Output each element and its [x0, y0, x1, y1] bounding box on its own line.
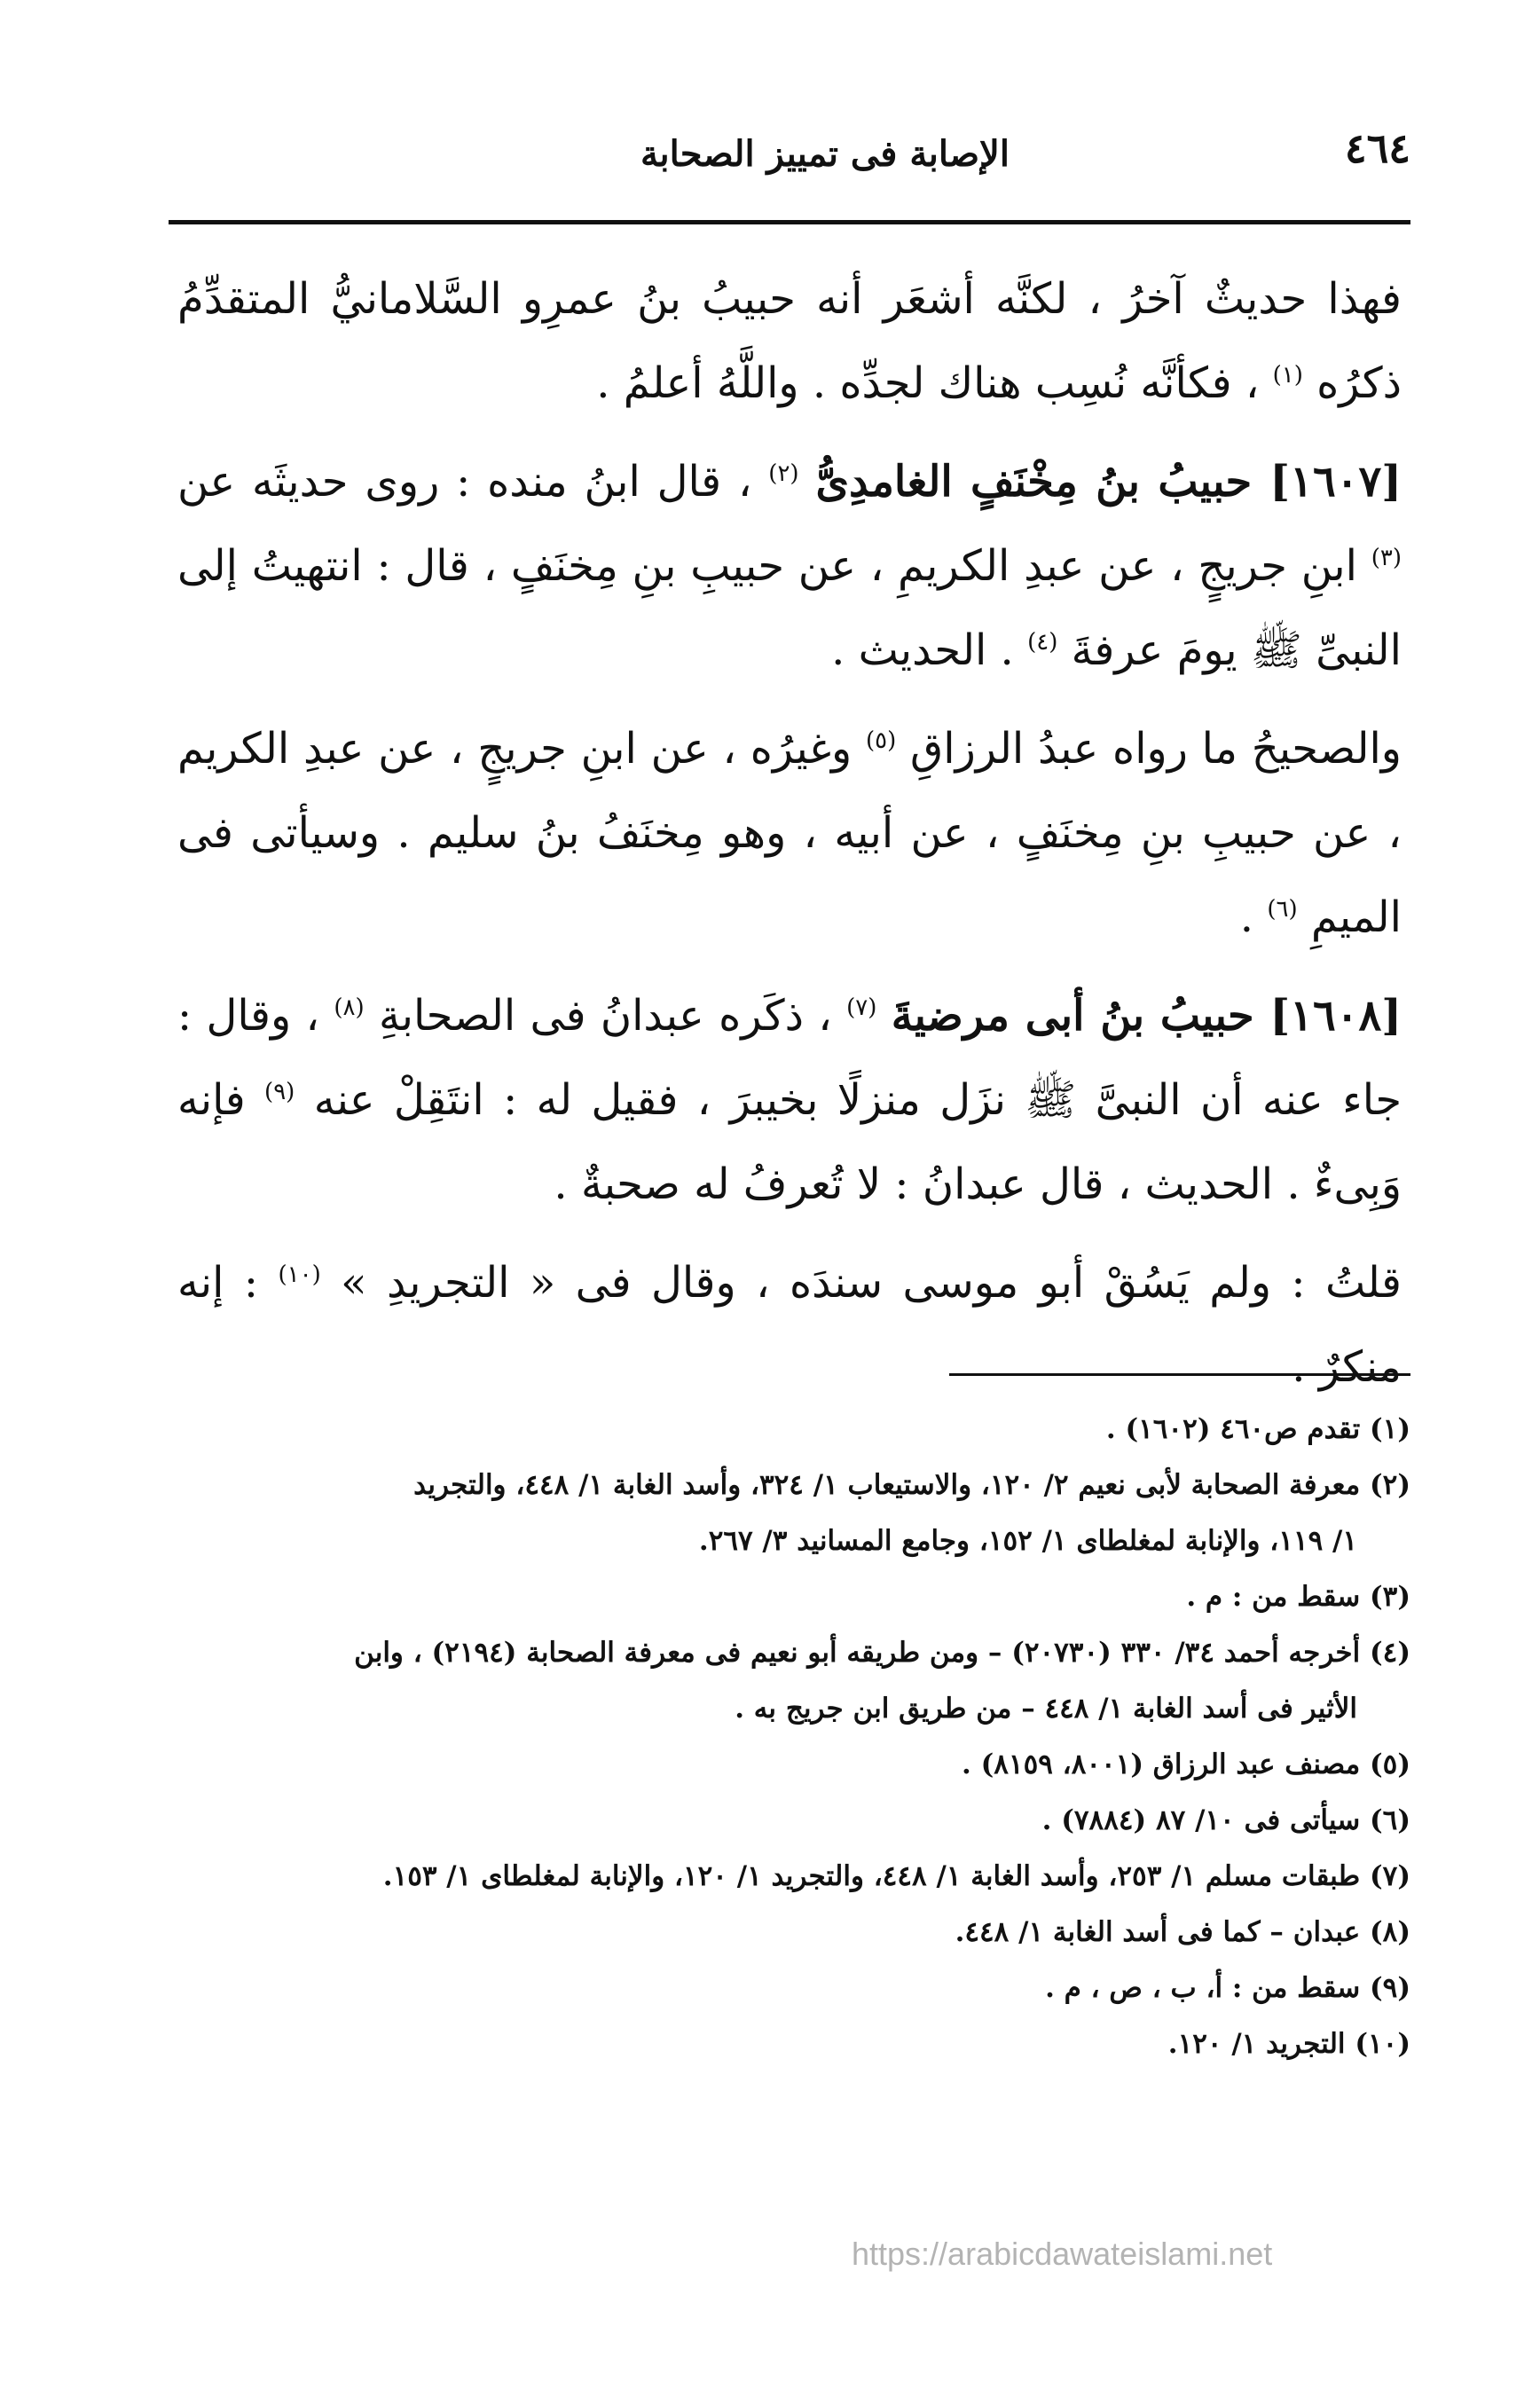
text-span: : إنه منكرٌ .	[177, 1258, 1402, 1392]
header-divider	[169, 220, 1410, 224]
text-span: ابنِ جريجٍ ، عن عبدِ الكريمِ ، عن حبيبِ بنِ مِخنَفٍ ، قال : انتهيتُ إلى النبىِّ ﷺ يومَ عرفةَ	[177, 541, 1402, 675]
text-span: . الحديث .	[831, 625, 1014, 675]
footnote-ref: (١)	[1272, 362, 1303, 389]
footnote-9: (٩) سقط من : أ، ب ، ص ، م .	[1045, 1972, 1410, 2004]
footnote-1: (١) تقدم ص٤٦٠ (١٦٠٢) .	[1105, 1413, 1410, 1445]
paragraph-entry-1608	[177, 974, 1402, 1227]
text-span: فإنه وَبِىءٌ . الحديث ، قال عبدانُ : لا تُعرفُ له صحبةٌ .	[177, 1075, 1402, 1209]
paragraph-1	[177, 257, 1402, 426]
footnote-3: (٣) سقط من : م .	[1186, 1581, 1410, 1613]
text-span: والصحيحُ ما رواه عبدُ الرزاقِ	[910, 724, 1402, 774]
entry-heading: [١٦٠٧] حبيبُ بنُ مِخْنَفٍ الغامدِىُّ	[815, 457, 1402, 507]
footnote-6: (٦) سيأتى فى ١٠/ ٨٧ (٧٨٨٤) .	[1041, 1804, 1410, 1836]
footnote-10: (١٠) التجريد ١/ ١٢٠.	[1167, 2028, 1410, 2060]
footnote-4-continued: الأثير فى أسد الغابة ١/ ٤٤٨ – من طريق ابن جريج به .	[735, 1693, 1357, 1725]
text-span: قلتُ : ولم يَسُقْ أبو موسى سندَه ، وقال فى « التجريدِ »	[341, 1258, 1402, 1308]
footnote-ref: (٧)	[846, 994, 877, 1021]
text-span: ، وقال : جاء عنه أن النبىَّ ﷺ نزَل منزلًا بخيبرَ ، فقيل له : انتَقِلْ عنه	[177, 991, 1402, 1125]
paragraph-3	[177, 707, 1402, 960]
footnote-8: (٨) عبدان – كما فى أسد الغابة ١/ ٤٤٨.	[955, 1916, 1410, 1948]
footnote-4: (٤) أخرجه أحمد ٣٤/ ٣٣٠ (٢٠٧٣٠) – ومن طريقه أبو نعيم فى معرفة الصحابة (٢١٩٤) ، وابن	[354, 1637, 1410, 1669]
footnote-ref: (٩)	[264, 1079, 295, 1105]
text-span: وغيرُه ، عن ابنِ جريجٍ ، عن عبدِ الكريم ، عن حبيبِ بنِ مِخنَفٍ ، عن أبيه ، وهو مِخنَفُ بنُ سليم . وسيأتى فى الميمِ	[177, 724, 1402, 942]
text-span: ، قال ابنُ منده : روى حديثَه عن	[177, 457, 752, 507]
footnote-5: (٥) مصنف عبد الرزاق (٨٠٠١، ٨١٥٩) .	[962, 1749, 1410, 1780]
watermark-url: https://arabicdawateislami.net	[852, 2236, 1273, 2272]
footnotes	[177, 1402, 1410, 2072]
running-title: الإصابة فى تمييز الصحابة	[640, 133, 1010, 175]
footnote-ref: (٦)	[1267, 896, 1298, 923]
entry-heading: [١٦٠٨] حبيبُ بنُ أبى مرضيةَ	[891, 991, 1402, 1041]
page-number: ٤٦٤	[1344, 124, 1410, 172]
footnote-ref: (٥)	[865, 727, 897, 754]
page-header	[169, 98, 1410, 204]
text-span: .	[1239, 892, 1254, 942]
main-text	[177, 257, 1402, 1424]
footnote-ref: (١٠)	[278, 1261, 321, 1288]
footnote-ref: (٨)	[334, 994, 365, 1021]
paragraph-5	[177, 1241, 1402, 1410]
text-span: ، ذكَره عبدانُ فى الصحابةِ	[378, 991, 832, 1041]
footnote-7: (٧) طبقات مسلم ١/ ٢٥٣، وأسد الغابة ١/ ٤٤٨، والتجريد ١/ ١٢٠، والإنابة لمغلطاى ١/ ١٥٣.	[382, 1860, 1410, 1892]
text-span: ، فكأنَّه نُسِب هناك لجدِّه . واللَّهُ أعلمُ .	[596, 358, 1260, 408]
text-span: فهذا حديثٌ آخرُ ، لكنَّه أشعَر أنه حبيبُ بنُ عمرِو السَّلامانيُّ المتقدِّمُ ذكرُه	[177, 274, 1402, 408]
paragraph-entry-1607	[177, 440, 1402, 693]
footnote-divider	[949, 1373, 1410, 1376]
footnote-ref: (٣)	[1371, 545, 1402, 571]
footnote-2-continued: ١/ ١١٩، والإنابة لمغلطاى ١/ ١٥٢، وجامع المسانيد ٣/ ٢٦٧.	[698, 1525, 1357, 1557]
footnote-ref: (٤)	[1027, 629, 1058, 656]
footnote-ref: (٢)	[768, 460, 799, 487]
footnote-2: (٢) معرفة الصحابة لأبى نعيم ٢/ ١٢٠، والاستيعاب ١/ ٣٢٤، وأسد الغابة ١/ ٤٤٨، والتجريد	[413, 1469, 1410, 1501]
